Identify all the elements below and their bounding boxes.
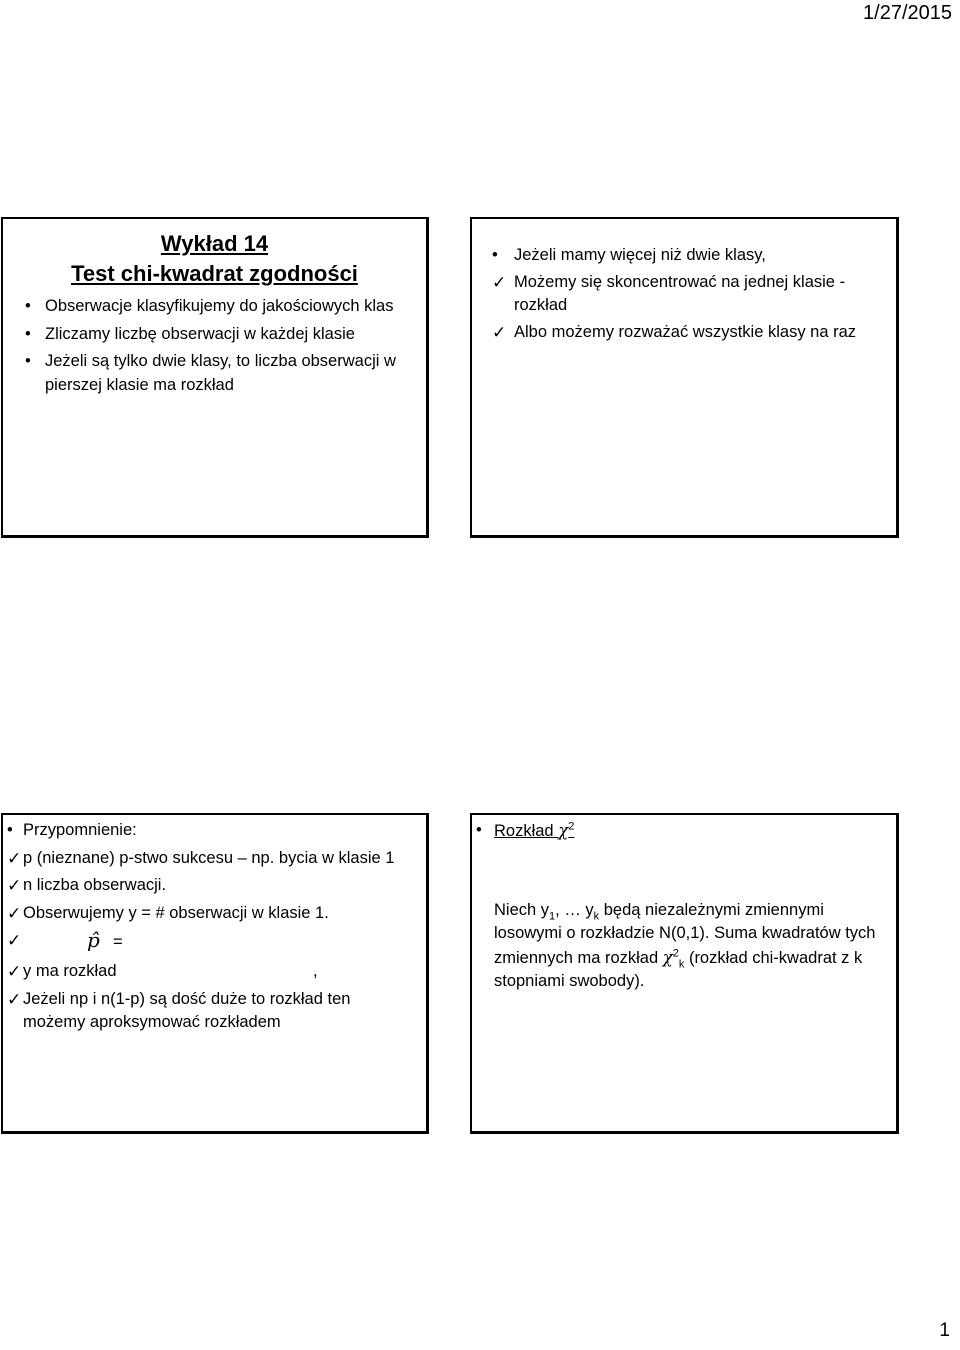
bullet-icon: •: [25, 324, 31, 343]
list-item: ✓ p (nieznane) p-stwo sukcesu – np. bycia w klasie 1: [7, 847, 406, 871]
chi-square-definition: Niech $y_1$, … $y_k$ będą niezależnymi zmiennymi losowymi o rozkładzie N(0,1). Suma kwadratów tych zmiennych ma rozkład $\chi^2_k$ (rozkład chi-kwadrat z k stopniami swobody).: [494, 900, 876, 990]
list-item: ✓ Obserwujemy y = # obserwacji w klasie 1.: [7, 902, 406, 926]
title-line-1: Wykład 14: [160, 231, 269, 256]
page-date: 1/27/2015: [863, 2, 952, 24]
bullet-list: [25, 295, 406, 397]
chi-symbol: χ: [558, 821, 569, 840]
slide-4: [470, 813, 899, 1134]
title-line-2: Test chi-kwadrat zgodności: [71, 261, 358, 286]
bullet-icon: •: [476, 821, 482, 839]
checkmark-icon: ✓: [492, 272, 507, 292]
list-item: ✓ Jeżeli np i n(1-p) są dość duże to rozkład ten możemy aproksymować rozkładem: [7, 989, 351, 1031]
bullet-list: [7, 819, 406, 1035]
checkmark-icon: ✓: [7, 962, 22, 981]
bullet-icon: •: [25, 352, 31, 370]
list-item-heading: [476, 819, 884, 844]
slide-3: [1, 813, 429, 1134]
bullet-list: [492, 244, 876, 344]
bullet-icon: •: [492, 246, 498, 264]
checkmark-icon: ✓: [7, 931, 22, 950]
page-number: 1: [939, 1320, 950, 1341]
phat-equals: =: [113, 933, 123, 951]
list-item: • Jeżeli mamy więcej niż dwie klasy,: [492, 244, 876, 268]
bullet-icon: •: [25, 297, 31, 315]
list-item: • Jeżeli są tylko dwie klasy, to liczba obserwacji w pierszej klasie ma rozkład: [25, 352, 396, 394]
phat-symbol: p̂: [87, 928, 100, 952]
checkmark-icon: ✓: [7, 903, 22, 923]
list-item: • Przypomnienie:: [7, 819, 406, 843]
list-item: ✓ Albo możemy rozważać wszystkie klasy na raz: [492, 321, 876, 345]
checkmark-icon: ✓: [7, 989, 22, 1009]
checkmark-icon: ✓: [7, 848, 22, 868]
list-item: • Zliczamy liczbę obserwacji w każdej klasie: [25, 323, 406, 347]
slide-2: [470, 217, 899, 538]
checkmark-icon: ✓: [492, 322, 507, 342]
bullet-list: [476, 819, 884, 844]
list-item-phat: [7, 929, 406, 956]
list-item: ✓ n liczba obserwacji.: [7, 874, 406, 898]
bullet-icon: •: [7, 821, 13, 839]
slide-1: [1, 217, 429, 538]
list-item: ✓ Możemy się skoncentrować na jednej klasie - rozkład: [492, 272, 846, 314]
slide-title: [3, 229, 426, 289]
list-item: ✓ y ma rozkład ,: [7, 960, 406, 984]
section-heading: Rozkład $\chi^2$: [494, 820, 575, 840]
list-item: • Obserwacje klasyfikujemy do jakościowych klas: [25, 295, 406, 319]
checkmark-icon: ✓: [7, 876, 22, 895]
